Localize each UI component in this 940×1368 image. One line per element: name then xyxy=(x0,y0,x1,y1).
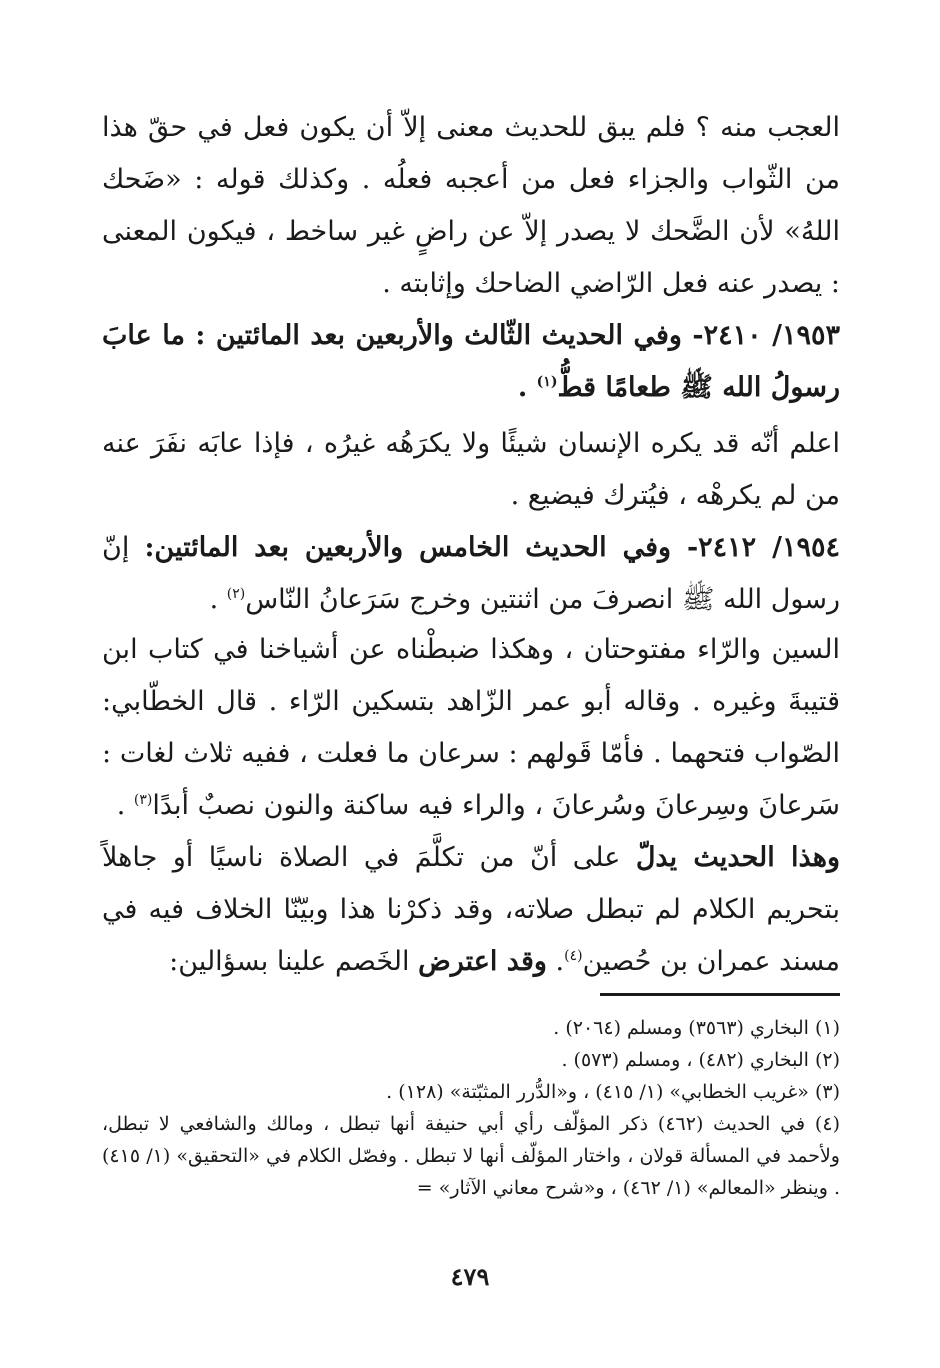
hadith-heading-1953-end: . xyxy=(517,372,537,403)
paragraph-4-text-a: على أنّ من تكلَّمَ في الصلاة ناسيًا أو جاهلاً بتحريم الكلام لم تبطل صلاته، وقد ذكرْنا هذا وبيّنّا الخلاف فيه في مسند عمران بن حُصين xyxy=(102,842,840,977)
page-number: ٤٧٩ xyxy=(450,1262,490,1291)
paragraph-3-end: . xyxy=(116,790,134,821)
footnote-ref-4: (٤) xyxy=(564,948,583,964)
hadith-heading-1953 xyxy=(102,310,840,414)
footnotes xyxy=(102,1012,840,1204)
footnote-4: (٤) في الحديث (٤٦٢) ذكر المؤلّف رأي أبي حنيفة أنها تبطل ، ومالك والشافعي لا تبطل، ولأحمد في المسألة قولان ، واختار المؤلّف أنها لا تبطل . وفصّل الكلام في «التحقيق» (١/ ٤١٥) . وينظر «المعالم» (١/ ٤٦٢) ، و«شرح معاني الآثار» = xyxy=(102,1113,840,1199)
paragraph-3 xyxy=(102,624,840,832)
footnote-ref-1: (١) xyxy=(536,374,558,390)
paragraph-3-text: السين والرّاء مفتوحتان ، وهكذا ضبطْناه عن أشياخنا في كتاب ابن قتيبةَ وغيره . وقاله أبو عمر الزّاهد بتسكين الرّاء . قال الخطّابي: الصّواب فتحهما . فأمّا قَولهم : سرعان ما فعلت ، ففيه ثلاث لغات : سَرعانَ وسِرعانَ وسُرعانَ ، والراء فيه ساكنة والنون نصبٌ أبدًا xyxy=(102,634,840,821)
hadith-heading-1954-text: ١٩٥٤/ ٢٤١٢- وفي الحديث الخامس والأربعين بعد المائتين: xyxy=(144,532,840,563)
paragraph-4-text-c: الخَصم علينا بسؤالين: xyxy=(169,946,419,977)
hadith-heading-1953-text: ١٩٥٣/ ٢٤١٠- وفي الحديث الثّالث والأربعين بعد المائتين : ما عابَ رسولُ الله ﷺ طعامًا قطُّ xyxy=(102,320,840,403)
paragraph-2: اعلم أنّه قد يكره الإنسان شيئًا ولا يكرَهُه غيرُه ، فإذا عابَه نفَرَ عنه من لم يكرهْه ، فيُترك فيضيع . xyxy=(102,428,840,511)
hadith-heading-1954-cont: إنّ رسول الله ﷺ انصرفَ من اثنتين وخرج سَرَعانُ النّاس xyxy=(102,532,840,615)
paragraph-4 xyxy=(102,832,840,988)
hadith-heading-1954-end: . xyxy=(209,584,227,615)
paragraph-4-lead-2: وقد اعترض xyxy=(418,946,547,977)
hadith-heading-1954 xyxy=(102,522,840,626)
footnote-1: (١) البخاري (٣٥٦٣) ومسلم (٢٠٦٤) . xyxy=(553,1017,840,1039)
footnote-separator xyxy=(600,993,840,996)
footnote-ref-2: (٢) xyxy=(226,586,246,602)
footnote-2: (٢) البخاري (٤٨٢) ، ومسلم (٥٧٣) . xyxy=(561,1049,840,1071)
footnote-ref-3: (٣) xyxy=(133,792,153,808)
paragraph-1: العجب منه ؟ فلم يبق للحديث معنى إلاّ أن يكون فعل في حقّ هذا من الثّواب والجزاء فعل من أعجبه فعلُه . وكذلك قوله : «ضَحك اللهُ» لأن الضَّحك لا يصدر إلاّ عن راضٍ غير ساخط ، فيكون المعنى : يصدر عنه فعل الرّاضي الضاحك وإثابته . xyxy=(102,112,840,299)
footnote-3: (٣) «غريب الخطابي» (١/ ٤١٥) ، و«الدُّرر المثبّتة» (١٢٨) . xyxy=(386,1081,840,1103)
paragraph-4-lead: وهذا الحديث يدلّ xyxy=(635,842,840,873)
paragraph-4-text-b: . xyxy=(546,946,565,977)
